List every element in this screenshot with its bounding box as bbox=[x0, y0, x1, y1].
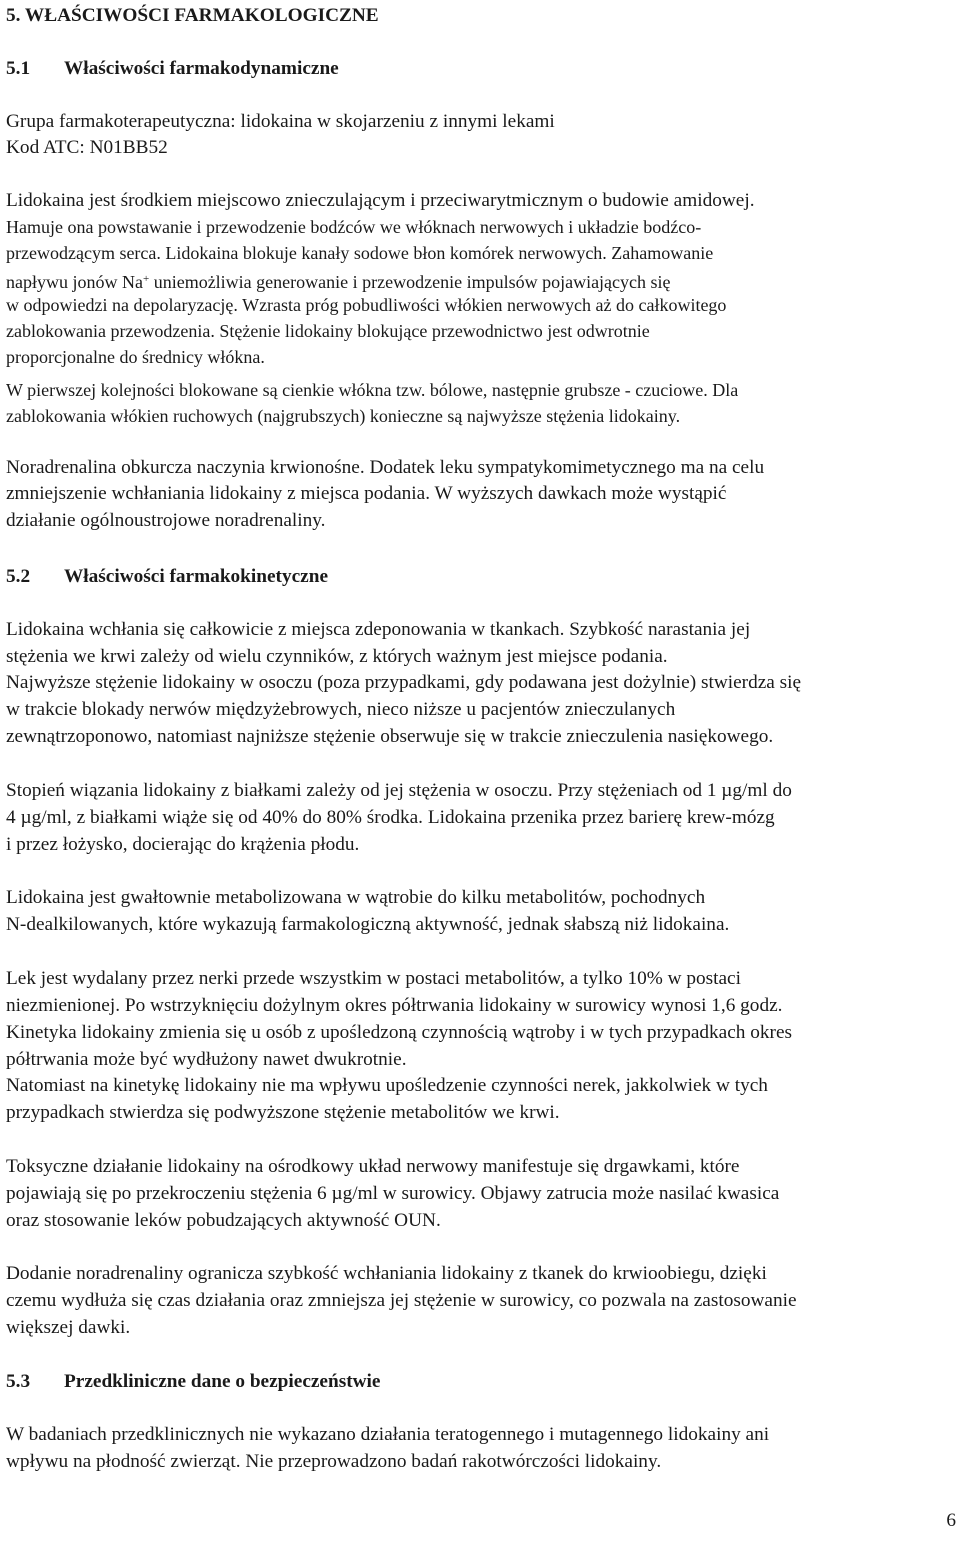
text-line: Kod ATC: N01BB52 bbox=[6, 137, 168, 158]
section-title: Właściwości farmakodynamiczne bbox=[64, 58, 339, 79]
text-line: zablokowania przewodzenia. Stężenie lidokainy blokujące przewodnictwo jest odwrotnie bbox=[6, 321, 650, 341]
text-line: Kinetyka lidokainy zmienia się u osób z upośledzoną czynnością wątroby i w tych przypadkach okres bbox=[6, 1022, 793, 1043]
text-line: przewodzącym serca. Lidokaina blokuje kanały sodowe błon komórek nerwowych. Zahamowanie bbox=[6, 243, 714, 263]
section-title: Właściwości farmakokinetyczne bbox=[64, 566, 329, 587]
text-line: czemu wydłuża się czas działania oraz zmniejsza jej stężenie w surowicy, co pozwala na zastosowanie bbox=[6, 1290, 797, 1311]
text-line: zewnątrzoponowo, natomiast najniższe stężenie obserwuje się w trakcie znieczulenia nasiękowego. bbox=[6, 726, 774, 747]
text-line: zmniejszenie wchłaniania lidokainy z miejsca podania. W wyższych dawkach może wystąpić bbox=[6, 483, 727, 504]
superscript: + bbox=[142, 273, 150, 285]
text-line: Hamuje ona powstawanie i przewodzenie bodźców we włóknach nerwowych i układzie bodźco- bbox=[6, 217, 702, 237]
text-line: Lek jest wydalany przez nerki przede wszystkim w postaci metabolitów, a tylko 10% w postaci bbox=[6, 968, 741, 989]
text-line: Dodanie noradrenaliny ogranicza szybkość wchłaniania lidokainy z tkanek do krwioobiegu, dzięki bbox=[6, 1263, 767, 1284]
text-line: wpływu na płodność zwierząt. Nie przeprowadzono badań rakotwórczości lidokainy. bbox=[6, 1451, 662, 1472]
text-line: w odpowiedzi na depolaryzację. Wzrasta próg pobudliwości włókien nerwowych aż do całkowitego bbox=[6, 295, 727, 315]
text-line: proporcjonalne do średnicy włókna. bbox=[6, 347, 265, 367]
text-line: Lidokaina jest środkiem miejscowo znieczulającym i przeciwarytmicznym o budowie amidowej. bbox=[6, 190, 755, 211]
text-line: 4 µg/ml, z białkami wiąże się od 40% do 80% środka. Lidokaina przenika przez barierę krew-mózg bbox=[6, 807, 775, 828]
text-line: W pierwszej kolejności blokowane są cienkie włókna tzw. bólowe, następnie grubsze - czuciowe. Dla bbox=[6, 380, 739, 400]
section-5-3-heading bbox=[6, 1370, 380, 1394]
text-line: niezmienionej. Po wstrzyknięciu dożylnym okres półtrwania lidokainy w surowicy wynosi 1,6 godz. bbox=[6, 995, 783, 1016]
text-line: N-dealkilowanych, które wykazują farmakologiczną aktywność, jednak słabszą niż lidokaina. bbox=[6, 914, 730, 935]
text-line: W badaniach przedklinicznych nie wykazano działania teratogennego i mutagennego lidokainy ani bbox=[6, 1424, 770, 1445]
text-line: przypadkach stwierdza się podwyższone stężenie metabolitów we krwi. bbox=[6, 1102, 560, 1123]
section-title: Przedkliniczne dane o bezpieczeństwie bbox=[64, 1371, 381, 1392]
text-line: Stopień wiązania lidokainy z białkami zależy od jej stężenia w osoczu. Przy stężeniach od 1 µg/ml do bbox=[6, 780, 792, 801]
text-line: Natomiast na kinetykę lidokainy nie ma wpływu upośledzenie czynności nerek, jakkolwiek w tych bbox=[6, 1075, 768, 1096]
page-number: 6 bbox=[946, 1510, 956, 1531]
text-line: pojawiają się po przekroczeniu stężenia 6 µg/ml w surowicy. Objawy zatrucia może nasilać kwasica bbox=[6, 1183, 780, 1204]
text-fragment: napływu jonów Na bbox=[6, 272, 143, 292]
section-number: 5.3 bbox=[6, 1371, 31, 1392]
text-line: Toksyczne działanie lidokainy na ośrodkowy układ nerwowy manifestuje się drgawkami, które bbox=[6, 1156, 740, 1177]
text-fragment: uniemożliwia generowanie i przewodzenie impulsów pojawiających się bbox=[149, 272, 671, 292]
text-line: większej dawki. bbox=[6, 1317, 131, 1338]
text-line: Lidokaina wchłania się całkowicie z miejsca zdeponowania w tkankach. Szybkość narastania jej bbox=[6, 619, 751, 640]
text-line: zablokowania włókien ruchowych (najgrubszych) konieczne są najwyższe stężenia lidokainy. bbox=[6, 406, 681, 426]
text-line: oraz stosowanie leków pobudzających aktywność OUN. bbox=[6, 1210, 441, 1231]
section-5-heading: 5. WŁAŚCIWOŚCI FARMAKOLOGICZNE bbox=[6, 5, 379, 26]
section-5-1-heading bbox=[6, 57, 339, 81]
text-line bbox=[6, 267, 671, 294]
text-line: półtrwania może być wydłużony nawet dwukrotnie. bbox=[6, 1049, 407, 1070]
text-line: Najwyższe stężenie lidokainy w osoczu (poza przypadkami, gdy podawana jest dożylnie) stwierdza się bbox=[6, 672, 802, 693]
text-line: działanie ogólnoustrojowe noradrenaliny. bbox=[6, 510, 326, 531]
text-line: Lidokaina jest gwałtownie metabolizowana w wątrobie do kilku metabolitów, pochodnych bbox=[6, 887, 706, 908]
section-number: 5.2 bbox=[6, 566, 31, 587]
text-line: w trakcie blokady nerwów międzyżebrowych, nieco niższe u pacjentów znieczulanych bbox=[6, 699, 676, 720]
text-line: Grupa farmakoterapeutyczna: lidokaina w skojarzeniu z innymi lekami bbox=[6, 111, 555, 132]
text-line: Noradrenalina obkurcza naczynia krwionośne. Dodatek leku sympatykomimetycznego ma na celu bbox=[6, 457, 765, 478]
section-number: 5.1 bbox=[6, 58, 31, 79]
text-line: stężenia we krwi zależy od wielu czynników, z których ważnym jest miejsce podania. bbox=[6, 646, 668, 667]
text-line: i przez łożysko, docierając do krążenia płodu. bbox=[6, 834, 360, 855]
section-5-2-heading bbox=[6, 565, 328, 589]
